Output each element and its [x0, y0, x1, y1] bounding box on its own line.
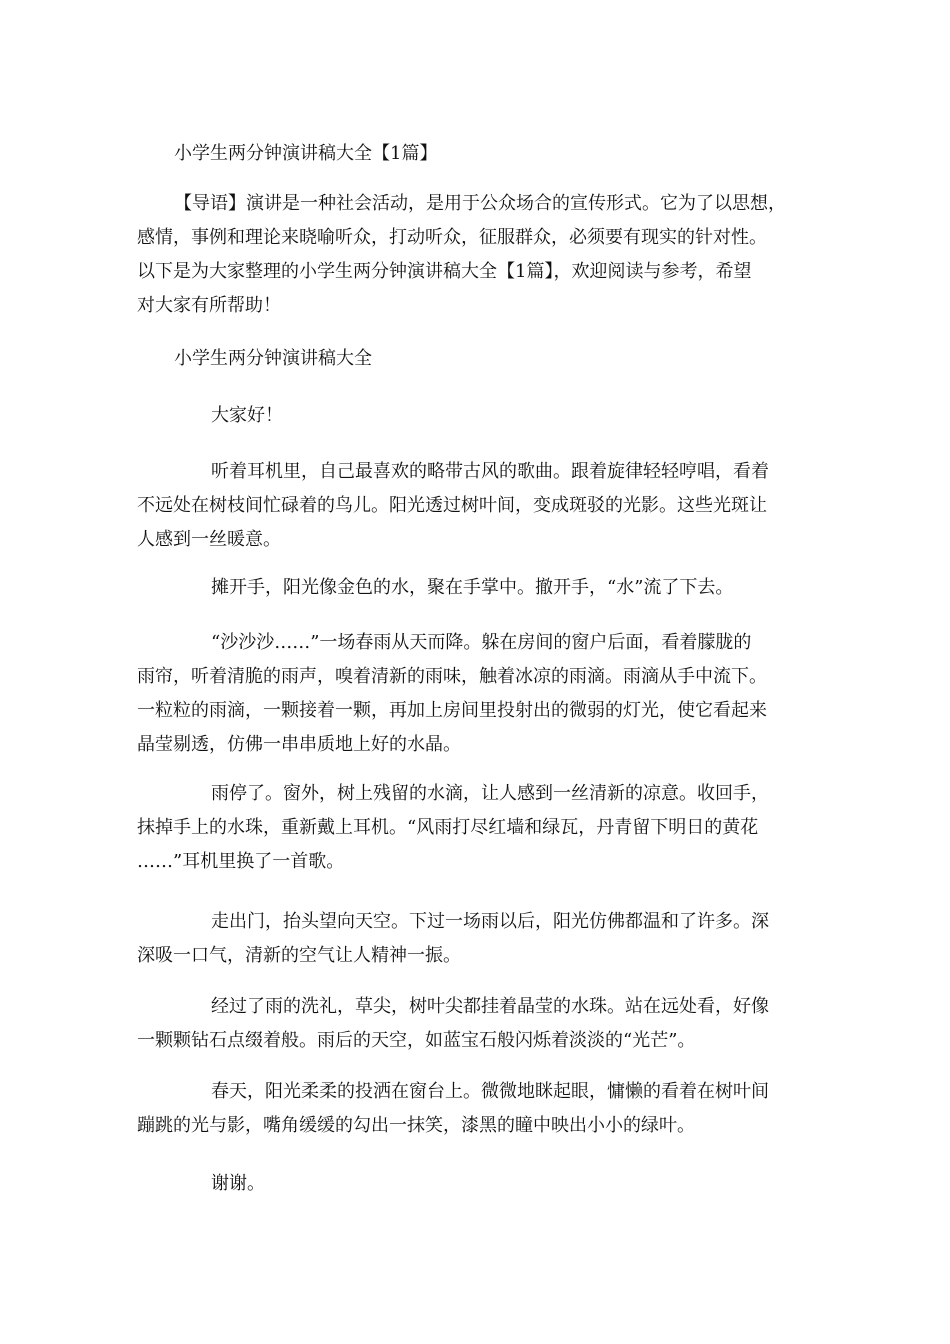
paragraph: [137, 905, 822, 973]
paragraph-line: “沙沙沙……”一场春雨从天而降。躲在房间的窗户后面，看着朦胧的: [211, 632, 752, 653]
paragraph: [137, 571, 822, 605]
speech-subtitle: 小学生两分钟演讲稿大全: [174, 348, 372, 369]
intro-line: 对大家有所帮助！: [137, 295, 281, 316]
closing: 谢谢。: [211, 1173, 265, 1194]
paragraph-line: 一颗颗钻石点缀着般。雨后的天空，如蓝宝石般闪烁着淡淡的“光芒”。: [137, 1030, 696, 1051]
paragraph-line: 走出门，抬头望向天空。下过一场雨以后，阳光仿佛都温和了许多。深: [211, 911, 769, 932]
paragraph-line: 不远处在树枝间忙碌着的鸟儿。阳光透过树叶间，变成斑驳的光影。这些光斑让: [137, 495, 767, 516]
paragraph-line: 蹦跳的光与影，嘴角缓缓的勾出一抹笑，漆黑的瞳中映出小小的绿叶。: [137, 1115, 695, 1136]
paragraph: [137, 626, 822, 762]
paragraph-line: 一粒粒的雨滴，一颗接着一颗，再加上房间里投射出的微弱的灯光，使它看起来: [137, 700, 767, 721]
intro-line: 以下是为大家整理的小学生两分钟演讲稿大全【1篇】，欢迎阅读与参考，希望: [137, 261, 752, 282]
paragraph-line: 春天，阳光柔柔的投洒在窗台上。微微地眯起眼，慵懒的看着在树叶间: [211, 1081, 769, 1102]
document-title: 小学生两分钟演讲稿大全【1篇】: [174, 143, 438, 164]
paragraph-line: 听着耳机里，自己最喜欢的略带古风的歌曲。跟着旋律轻轻哼唱，看着: [211, 461, 769, 482]
paragraph: [137, 777, 822, 879]
paragraph: [137, 1075, 822, 1143]
intro-line: 【导语】演讲是一种社会活动，是用于公众场合的宣传形式。它为了以思想，: [174, 193, 786, 214]
intro-line: 感情，事例和理论来晓喻听众，打动听众，征服群众，必须要有现实的针对性。: [137, 227, 767, 248]
greeting: 大家好！: [211, 405, 283, 426]
paragraph: [137, 990, 822, 1058]
intro-paragraph: [137, 187, 822, 323]
paragraph-line: 深吸一口气，清新的空气让人精神一振。: [137, 945, 461, 966]
paragraph-line: 晶莹剔透，仿佛一串串质地上好的水晶。: [137, 734, 461, 755]
paragraph-line: 雨帘，听着清脆的雨声，嗅着清新的雨味，触着冰凉的雨滴。雨滴从手中流下。: [137, 666, 767, 687]
paragraph-line: 抹掉手上的水珠，重新戴上耳机。“风雨打尽红墙和绿瓦，丹青留下明日的黄花: [137, 817, 759, 838]
paragraph: [137, 455, 822, 557]
paragraph-line: 雨停了。窗外，树上残留的水滴，让人感到一丝清新的凉意。收回手，: [211, 783, 769, 804]
paragraph-line: 摊开手，阳光像金色的水，聚在手掌中。撤开手，“水”流了下去。: [211, 577, 734, 598]
paragraph-line: 经过了雨的洗礼，草尖，树叶尖都挂着晶莹的水珠。站在远处看，好像: [211, 996, 769, 1017]
paragraph-line: ……”耳机里换了一首歌。: [137, 851, 345, 872]
paragraph-line: 人感到一丝暖意。: [137, 529, 281, 550]
